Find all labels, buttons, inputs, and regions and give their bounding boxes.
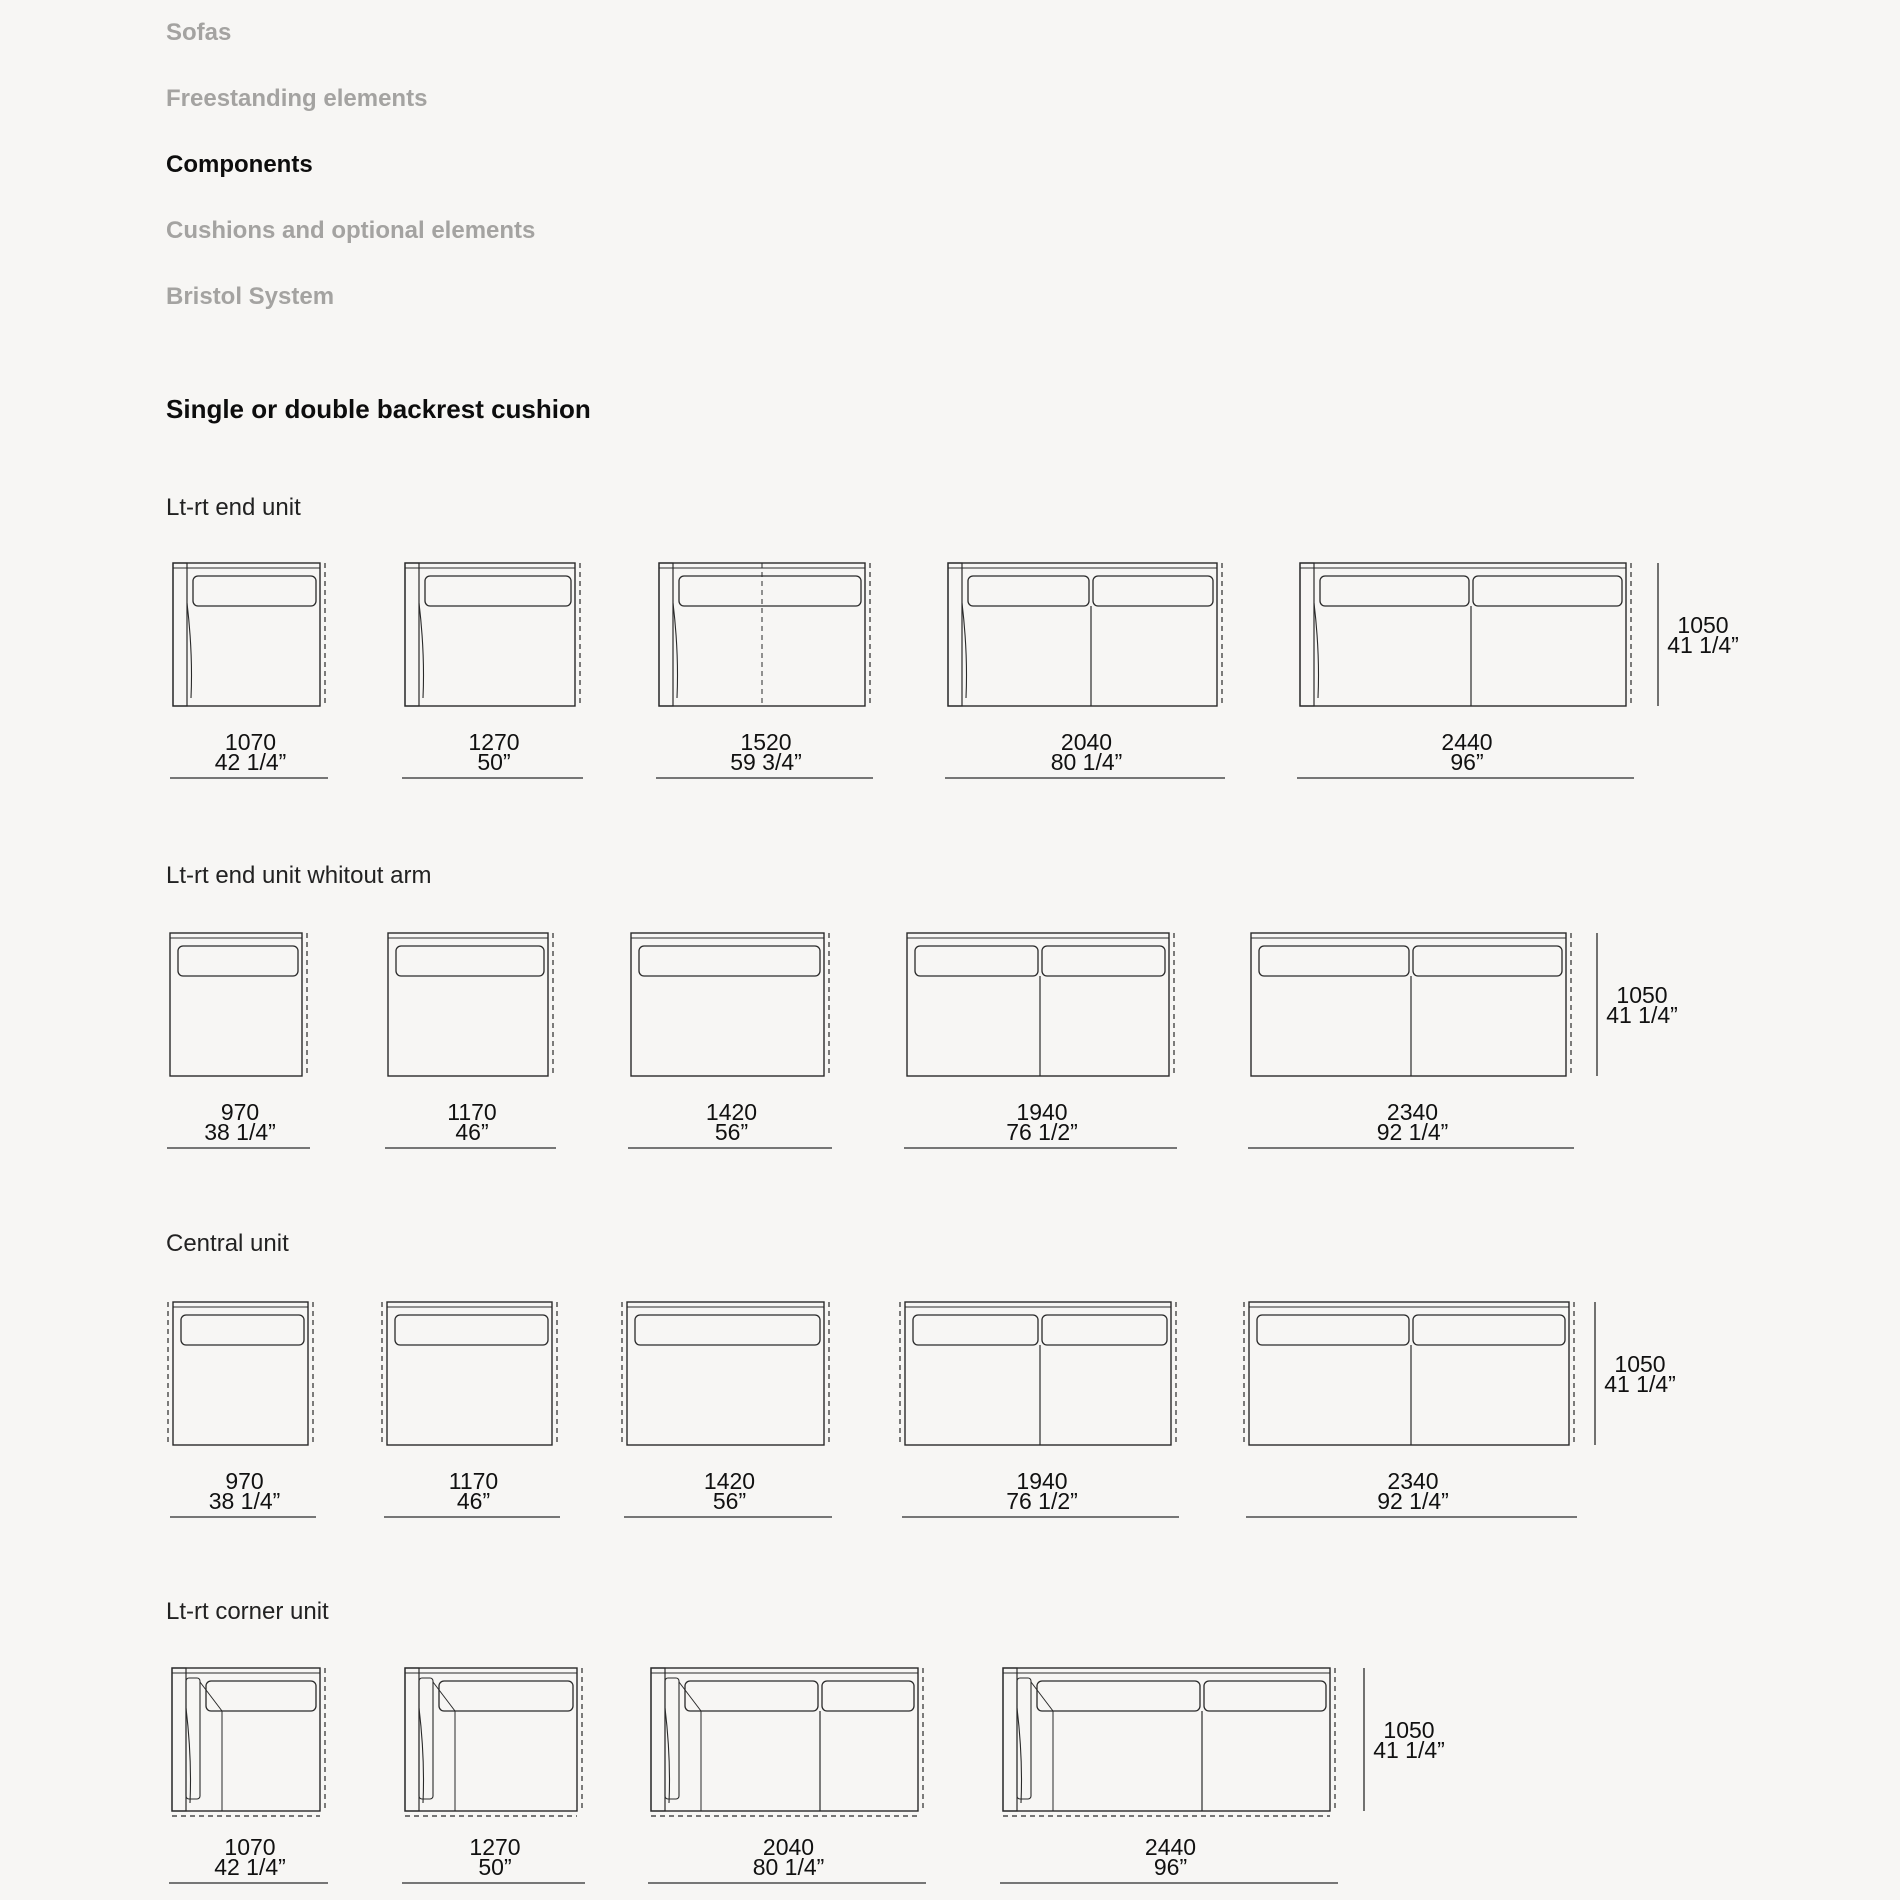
- width-mm-label: 2440: [1144, 1834, 1197, 1860]
- height-mm-label: 1050: [1616, 982, 1668, 1008]
- nav-item-cushions-optional[interactable]: Cushions and optional elements: [166, 217, 536, 244]
- backrest-cushion: [1204, 1681, 1326, 1711]
- backrest-cushion: [193, 576, 316, 606]
- height-inch-label: 41 1/4”: [1373, 1737, 1445, 1763]
- backrest-cushion: [1042, 1315, 1167, 1345]
- armrest-curve: [186, 1708, 191, 1803]
- module-outline: [170, 933, 302, 1076]
- module-outline: [948, 563, 1217, 706]
- height-mm-label: 1050: [1614, 1351, 1666, 1377]
- side-cushion: [186, 1678, 200, 1799]
- width-mm-label: 1070: [224, 1834, 276, 1860]
- module-drawing: [904, 933, 1177, 1148]
- height-inch-label: 41 1/4”: [1604, 1371, 1676, 1397]
- backrest-cushion: [915, 946, 1038, 976]
- nav-item-components[interactable]: Components: [166, 151, 313, 178]
- section-label-central-unit: Central unit: [166, 1230, 289, 1257]
- height-mm-label: 1050: [1383, 1717, 1435, 1743]
- module-drawing: [402, 1668, 585, 1883]
- width-mm-label: 1170: [447, 1099, 497, 1125]
- width-inch-label: 92 1/4”: [1377, 1488, 1449, 1514]
- module-drawing: [168, 1302, 316, 1517]
- width-inch-label: 92 1/4”: [1376, 1119, 1449, 1145]
- module-drawing: [1244, 1302, 1577, 1517]
- backrest-cushion: [1037, 1681, 1200, 1711]
- width-inch-label: 38 1/4”: [208, 1488, 281, 1514]
- armrest: [1003, 1668, 1017, 1811]
- backrest-cushion: [1413, 1315, 1565, 1345]
- module-outline: [405, 1668, 577, 1811]
- armrest-curve: [673, 603, 678, 698]
- backrest-cushion: [181, 1315, 304, 1345]
- width-mm-label: 970: [220, 1099, 260, 1125]
- armrest-curve: [962, 603, 967, 698]
- height-inch-label: 41 1/4”: [1606, 1002, 1678, 1028]
- section-label-corner-unit: Lt-rt corner unit: [166, 1598, 329, 1625]
- backrest-cushion: [639, 946, 820, 976]
- module-drawing: [622, 1302, 832, 1517]
- backrest-cushion: [178, 946, 298, 976]
- side-cushion: [1017, 1678, 1031, 1799]
- backrest-cushion: [968, 576, 1089, 606]
- module-drawing: [648, 1668, 926, 1883]
- height-dimension: [1364, 1668, 1445, 1811]
- width-inch-label: 96”: [1153, 1854, 1188, 1880]
- backrest-cushion: [206, 1681, 316, 1711]
- width-mm-label: 2340: [1387, 1468, 1439, 1494]
- width-mm-label: 1070: [224, 729, 277, 755]
- width-inch-label: 46”: [455, 1119, 489, 1145]
- width-inch-label: 50”: [478, 1854, 512, 1880]
- armrest: [948, 563, 962, 706]
- width-mm-label: 1170: [448, 1468, 499, 1494]
- module-drawing: [945, 563, 1225, 778]
- armrest-curve: [665, 1708, 670, 1803]
- width-mm-label: 1270: [469, 1834, 521, 1860]
- width-inch-label: 59 3/4”: [730, 749, 802, 775]
- width-inch-label: 42 1/4”: [214, 749, 287, 775]
- width-inch-label: 42 1/4”: [214, 1854, 286, 1880]
- armrest: [405, 1668, 419, 1811]
- module-drawing: [167, 933, 310, 1148]
- width-mm-label: 1420: [703, 1468, 756, 1494]
- width-inch-label: 38 1/4”: [204, 1119, 276, 1145]
- backrest-cushion: [913, 1315, 1038, 1345]
- nav-item-freestanding-elements[interactable]: Freestanding elements: [166, 85, 428, 112]
- module-drawing: [1248, 933, 1574, 1148]
- backrest-cushion: [679, 576, 861, 606]
- backrest-cushion: [1093, 576, 1213, 606]
- module-drawing: [656, 563, 873, 778]
- backrest-cushion: [635, 1315, 820, 1345]
- width-inch-label: 76 1/2”: [1006, 1488, 1078, 1514]
- width-mm-label: 2040: [762, 1834, 815, 1860]
- width-inch-label: 96”: [1450, 749, 1484, 775]
- corner-seam: [200, 1682, 222, 1711]
- armrest-curve: [187, 603, 192, 698]
- section-label-end-unit: Lt-rt end unit: [166, 494, 301, 521]
- corner-seam: [679, 1682, 701, 1711]
- module-drawing: [382, 1302, 560, 1517]
- backrest-cushion: [1413, 946, 1562, 976]
- page-title: Single or double backrest cushion: [166, 394, 591, 424]
- module-drawing: [169, 1668, 328, 1883]
- height-mm-label: 1050: [1677, 612, 1729, 638]
- module-drawing: [170, 563, 328, 778]
- backrest-cushion: [822, 1681, 914, 1711]
- width-inch-label: 80 1/4”: [752, 1854, 825, 1880]
- width-inch-label: 46”: [456, 1488, 491, 1514]
- corner-seam: [1031, 1682, 1053, 1711]
- armrest-curve: [1017, 1708, 1022, 1803]
- armrest-curve: [419, 1708, 424, 1803]
- module-outline: [1003, 1668, 1330, 1811]
- backrest-cushion: [1473, 576, 1622, 606]
- width-inch-label: 56”: [712, 1488, 747, 1514]
- module-outline: [173, 563, 320, 706]
- module-outline: [651, 1668, 918, 1811]
- nav-item-sofas[interactable]: Sofas: [166, 19, 232, 46]
- module-drawing: [385, 933, 556, 1148]
- nav-item-bristol-system[interactable]: Bristol System: [166, 283, 335, 310]
- armrest: [651, 1668, 665, 1811]
- width-inch-label: 50”: [477, 749, 511, 775]
- module-outline: [1300, 563, 1626, 706]
- width-mm-label: 2440: [1441, 729, 1493, 755]
- width-mm-label: 1940: [1016, 1468, 1068, 1494]
- module-outline: [172, 1668, 320, 1811]
- side-cushion: [665, 1678, 679, 1799]
- side-cushion: [419, 1678, 433, 1799]
- width-mm-label: 970: [225, 1468, 264, 1494]
- width-mm-label: 1420: [705, 1099, 758, 1125]
- height-dimension: [1658, 563, 1739, 706]
- armrest: [173, 563, 187, 706]
- width-mm-label: 1940: [1016, 1099, 1068, 1125]
- width-inch-label: 80 1/4”: [1050, 749, 1123, 775]
- module-drawing: [900, 1302, 1179, 1517]
- module-drawing: [1297, 563, 1634, 778]
- height-inch-label: 41 1/4”: [1667, 632, 1739, 658]
- backrest-cushion: [685, 1681, 818, 1711]
- module-drawing: [1000, 1668, 1338, 1883]
- armrest: [405, 563, 419, 706]
- backrest-cushion: [425, 576, 571, 606]
- width-mm-label: 2040: [1060, 729, 1113, 755]
- module-drawing: [628, 933, 832, 1148]
- module-drawing: [402, 563, 583, 778]
- module-outline: [173, 1302, 308, 1445]
- width-mm-label: 1270: [468, 729, 520, 755]
- backrest-cushion: [395, 1315, 548, 1345]
- width-mm-label: 2340: [1386, 1099, 1439, 1125]
- backrest-cushion: [396, 946, 544, 976]
- module-outline: [405, 563, 575, 706]
- section-label-end-unit-no-arm: Lt-rt end unit whitout arm: [166, 862, 432, 889]
- armrest: [1300, 563, 1314, 706]
- backrest-cushion: [1257, 1315, 1409, 1345]
- module-outline: [631, 933, 824, 1076]
- module-outline: [388, 933, 548, 1076]
- module-outline: [627, 1302, 824, 1445]
- backrest-cushion: [1042, 946, 1165, 976]
- armrest: [659, 563, 673, 706]
- corner-seam: [433, 1682, 455, 1711]
- armrest-curve: [419, 603, 424, 698]
- height-dimension: [1597, 933, 1678, 1076]
- backrest-cushion: [1259, 946, 1409, 976]
- backrest-cushion: [1320, 576, 1469, 606]
- width-mm-label: 1520: [740, 729, 792, 755]
- backrest-cushion: [439, 1681, 573, 1711]
- module-outline: [387, 1302, 552, 1445]
- armrest: [172, 1668, 186, 1811]
- armrest-curve: [1314, 603, 1319, 698]
- height-dimension: [1595, 1302, 1676, 1445]
- width-inch-label: 56”: [714, 1119, 749, 1145]
- width-inch-label: 76 1/2”: [1006, 1119, 1078, 1145]
